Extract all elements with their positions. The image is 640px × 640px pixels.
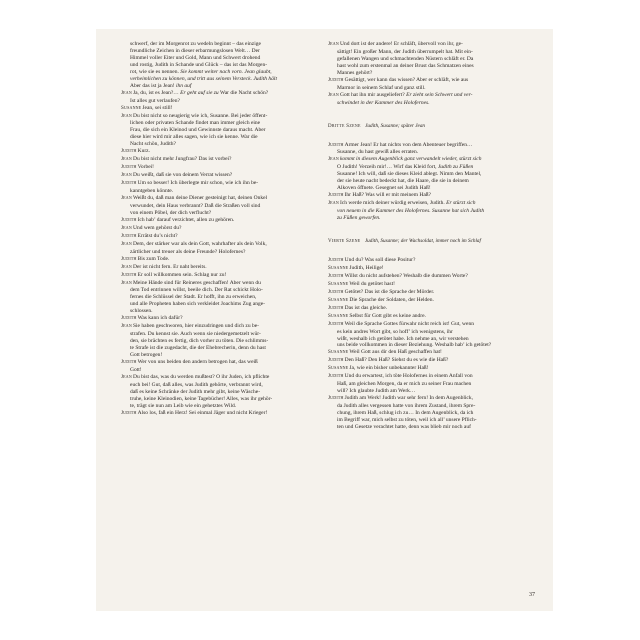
text-line: [328, 77, 528, 85]
text-line: [121, 105, 321, 113]
dialogue-text: Um so besser! Ich überlegte mir schon, wie ich ihn be-: [137, 180, 259, 187]
speaker-name: Judith: [328, 77, 344, 83]
dialogue-text: War die Nacht schön?: [219, 89, 269, 96]
dialogue-text: Was kann ich dafür?: [137, 315, 183, 322]
text-line: [328, 208, 528, 215]
dialogue-text: Himmel voller Eiter und Gold, Mann und Schwert drohend: [130, 54, 261, 61]
dialogue-text: Ich hab’ darauf verzichtet, allen zu gehören.: [137, 216, 235, 223]
speaker-name: Judith: [328, 289, 344, 295]
text-line: [121, 48, 321, 55]
text-line: [121, 41, 321, 48]
text-line: [328, 289, 528, 297]
dialogue-text: Ihr Haß? Was will er mit meinem Haß?: [344, 192, 431, 199]
dialogue-text: schwerf, der im Morgenrot zu wedeln beginnt – das einzige: [130, 41, 261, 47]
text-line: [121, 287, 321, 294]
text-line: [328, 417, 528, 424]
text-line: [121, 272, 321, 280]
dialogue-text: es kein andres Wort gibt, so hoff’ ich wenigstens, ihr: [337, 328, 453, 335]
text-line: [121, 113, 321, 121]
text-line: [121, 217, 321, 225]
text-line: [121, 403, 321, 410]
text-line: [121, 308, 321, 315]
dialogue-text: Dem, der stärker war als dein Gott, wahrhafter als dein Volk,: [132, 240, 267, 247]
dialogue-text: gefallenen Wangen und schmachtenden Nüstern schläft er. Da: [337, 55, 474, 62]
speaker-name: Judith: [121, 316, 137, 322]
speaker-name: Judith: [328, 257, 344, 263]
text-line: [328, 149, 528, 156]
speaker-name: Jean: [328, 42, 339, 47]
speaker-name: Jean: [121, 196, 132, 202]
dialogue-text: Bis zum Tode.: [137, 255, 170, 262]
dialogue-text: schlossen.: [130, 308, 153, 315]
speaker-name: Jean: [328, 201, 339, 207]
text-line: [328, 273, 528, 281]
text-line: [328, 63, 528, 70]
text-line: [121, 55, 321, 62]
text-line: [121, 331, 321, 338]
dialogue-text: Den Haß? Den Haß? Siehst du es wie die Haß?: [344, 357, 449, 364]
speaker-name: Judith: [121, 256, 137, 262]
scene-description: Judith, Susanne; später Jean: [365, 122, 426, 129]
scene-heading-third: [328, 123, 528, 131]
dialogue-text: te, trägt sie nun am Leib wie ein gehetztes Wild.: [130, 402, 237, 409]
dialogue-text: sättigt! Ein großer Mann, der Judith überrumpelt hat. Mit ein-: [337, 48, 473, 55]
text-line: [121, 127, 321, 134]
dialogue-text: da Judith alles vergessen hatte von ihrem Zustand, ihrem Spre-: [337, 403, 476, 410]
dialogue-text: Der ist nicht fern. Er naht bereits.: [132, 263, 207, 270]
text-line: [121, 389, 321, 396]
dialogue-text: Weil du getötet hast!: [349, 280, 395, 287]
text-line: [328, 365, 528, 373]
text-line: [121, 256, 321, 264]
text-line: [328, 185, 528, 192]
speaker-name: Judith: [121, 217, 137, 223]
dialogue-text: Mannes gehört?: [337, 69, 373, 76]
text-line: [121, 359, 321, 367]
speaker-name: Judith: [328, 142, 344, 148]
text-line: [328, 381, 528, 388]
text-line: [121, 164, 321, 172]
book-page: [96, 29, 553, 611]
speaker-name: Susanne: [328, 265, 349, 271]
speaker-name: Jean: [121, 374, 132, 380]
dialogue-text: Ich werde mich deiner würdig erweisen, Judith.: [339, 200, 445, 207]
dialogue-text: Ja, du, ist es Jean?…: [132, 89, 179, 96]
dialogue-text: Und du? Was soll diese Positur?: [344, 256, 416, 263]
speaker-name: Judith: [121, 233, 137, 239]
dialogue-text: daß es keine Schränke der Judith mehr gibt, keine Wäsche-: [130, 388, 261, 395]
dialogue-text: strafen. Du kennst sie. Auch wenn sie niedergemetzelt wür-: [130, 331, 261, 338]
speaker-name: Susanne: [328, 281, 349, 287]
scene-label: Dritte Szene: [328, 123, 361, 129]
dialogue-text: kanntgeben könnte.: [130, 188, 174, 195]
text-line: [121, 141, 321, 148]
text-line: [328, 257, 528, 265]
dialogue-text: Weil die Sprache Gottes fürwahr nicht reich ist! Gut, wenn: [344, 320, 474, 327]
text-line: [121, 345, 321, 352]
speaker-name: Judith: [328, 193, 344, 199]
text-line: [121, 264, 321, 272]
dialogue-text: Getötet? Das ist die Sprache der Mörder.: [344, 288, 435, 295]
text-line: [121, 90, 321, 98]
dialogue-text: Sie haben geschworen, hier einzudringen und dich zu be-: [132, 323, 259, 330]
dialogue-text: zärtlicher und treuer als deine Freunde? Holofernes?: [130, 248, 246, 255]
speaker-name: Judith: [328, 321, 344, 327]
speaker-name: Jean: [121, 90, 132, 96]
speaker-name: Jean: [121, 280, 132, 286]
dialogue-text: verwundet, dein Haus verbrannt? Daß die Straßen voll sind: [130, 202, 261, 209]
dialogue-text: diese hier wird mir alles sagen, wie ich sie kenne. War die: [130, 134, 258, 141]
scene-label: Vierte Szene: [328, 239, 361, 245]
dialogue-text: und alle Propheten haben sich verkleidet Joachims Zug ange-: [130, 301, 266, 308]
dialogue-text: Armer Jean! Er hat nichts von dem Abenteuer begriffen…: [344, 141, 473, 148]
dialogue-text: Ja, wie ein bisher unbekannter Haß!: [349, 365, 429, 372]
text-line: [121, 367, 321, 374]
text-line: [121, 76, 321, 83]
text-line: [121, 233, 321, 241]
speaker-name: Jean: [121, 113, 132, 119]
dialogue-text: Susanne! Ich will, daß sie dieses Kleid ablegt. Nimm den Mantel,: [337, 171, 482, 178]
speaker-name: Judith: [121, 272, 137, 278]
dialogue-text: rot, wie sie es nennen.: [130, 68, 179, 75]
speaker-name: Judith: [121, 181, 137, 187]
dialogue-text: O Judith! Verzeih mir!… Wirf das Kleid fort,: [337, 164, 437, 171]
dialogue-text: Gott hat ihn mir ausgeliefert?: [339, 91, 405, 98]
dialogue-text: Weißt du, daß man deine Diener gesteinigt hat, deinen Onkel: [132, 195, 268, 202]
text-line: [328, 200, 528, 208]
text-line: [121, 180, 321, 188]
dialogue-text: uns beide vollkommen in dieser Beziehung. Weshalb hab’ ich getötet?: [337, 342, 492, 349]
text-line: [328, 215, 528, 222]
dialogue-text: Kurz.: [137, 148, 150, 155]
stage-direction: Judith zu Füßen: [437, 164, 474, 171]
page-number: 37: [529, 592, 535, 598]
text-line: [121, 148, 321, 156]
dialogue-text: wißt, weshalb ich getötet habe. Ich nehme an, wir verstehen: [337, 335, 469, 342]
text-line: [121, 188, 321, 195]
text-line: [328, 281, 528, 289]
dialogue-text: Du weißt, daß sie von deinem Verrat wissen?: [132, 172, 233, 179]
text-line: [328, 100, 528, 107]
dialogue-text: Die Sprache der Soldaten, der Helden.: [349, 296, 434, 303]
dialogue-text: Selbst für Gott gibt es keine andre.: [349, 312, 426, 319]
text-line: [328, 424, 528, 431]
speaker-name: Judith: [121, 149, 137, 155]
text-line: [328, 342, 528, 349]
text-line: [121, 225, 321, 233]
dialogue-text: Jean, sei still!: [142, 104, 173, 111]
text-line: [121, 241, 321, 249]
scene-description: Judith, Susanne; der Wachsoldat, immer noch im Schlaf: [364, 238, 481, 245]
speaker-name: Judith: [328, 358, 344, 364]
text-line: [121, 294, 321, 301]
dialogue-text: Meine Hände sind für Reineres geschaffen! Aber wenn du: [132, 279, 261, 286]
stage-direction: schwindet in der Kammer des Holofernes.: [337, 99, 430, 106]
dialogue-text: Haß, am gleichen Morgen, da er mich zu seiner Frau machen: [337, 381, 472, 388]
dialogue-text: Und wem gehörst du?: [132, 224, 182, 231]
text-line: [328, 171, 528, 178]
dialogue-text: Judith am Werk! Judith war sehr fern! In dem Augenblick,: [344, 395, 473, 402]
speaker-name: Susanne: [328, 313, 349, 319]
text-line: [121, 315, 321, 323]
text-line: [121, 382, 321, 389]
speaker-name: Judith: [121, 165, 137, 171]
text-line: [121, 172, 321, 180]
text-line: [121, 134, 321, 141]
text-line: [328, 56, 528, 63]
dialogue-text: Nacht schön, Judith?: [130, 141, 176, 148]
dialogue-text: Gott betrogen!: [130, 352, 163, 359]
speaker-name: Susanne: [328, 366, 349, 372]
dialogue-text: euch bei! Gut, daß alles, was Judith gehörte, verbrannt wird,: [130, 381, 263, 388]
dialogue-text: von einem Pöbel, der dich verflucht?: [130, 209, 212, 216]
dialogue-text: Du bist nicht mehr Jungfrau? Das ist vorbei?: [132, 156, 232, 163]
speaker-name: Jean: [121, 225, 132, 231]
text-line: [121, 249, 321, 256]
text-line: [328, 156, 528, 164]
text-line: [121, 396, 321, 403]
dialogue-text: Und dort ist der andere! Er schläft, übervoll von ihr, ge-: [339, 41, 463, 47]
text-line: [121, 69, 321, 76]
text-line: [328, 357, 528, 365]
dialogue-text: Du bist nicht so neugierig wie ich, Susanne. Bei jeder öffent-: [132, 112, 268, 119]
left-column: [121, 41, 321, 418]
dialogue-text: Wer von uns beiden den andern betrogen hat, das weiß: [137, 358, 258, 365]
dialogue-text: Errätst du’s nicht?: [137, 232, 178, 239]
text-line: [121, 338, 321, 345]
text-line: [121, 203, 321, 210]
text-line: [121, 195, 321, 203]
dialogue-text: Ich glaubte Judith am Werk…: [349, 388, 416, 395]
text-line: [328, 178, 528, 185]
text-line: [121, 120, 321, 127]
text-line: [328, 192, 528, 200]
speaker-name: Jean: [121, 264, 132, 270]
dialogue-text: fernes die Schlüssel der Stadt. Er hofft, ihn zu erweichen,: [130, 294, 257, 301]
speaker-name: Judith: [328, 396, 344, 402]
speaker-name: Judith: [121, 359, 137, 365]
dialogue-text: hast wohl zum erstenmal an deiner Brust das Schmatzen eines: [337, 62, 474, 69]
stage-direction: Er zieht sein Schwert und ver-: [406, 91, 473, 98]
text-line: [328, 92, 528, 100]
dialogue-text: Judith, Heilige!: [349, 264, 384, 271]
text-line: [328, 85, 528, 92]
dialogue-text: Willst du nicht aufstehen? Weshalb die dummen Worte?: [344, 272, 468, 279]
dialogue-text: ten und Gesetze verachtet hatte, denn was blieb mir noch auf: [337, 423, 471, 430]
dialogue-text: dem Tod entrinnen willst, beeile dich. Der Rat schickt Holo-: [130, 287, 263, 294]
dialogue-text: Gott!: [130, 366, 142, 373]
text-line: [121, 323, 321, 331]
dialogue-text: den, sie brächten es fertig, dich vorher zu töten. Die schlimms-: [130, 338, 269, 345]
dialogue-text: Das ist das gleiche.: [344, 304, 388, 311]
dialogue-text: Du bist das, was du werden mußtest? O ihr Juden, ich pflichte: [132, 373, 270, 380]
dialogue-text: Ist alles gut verlaufen?: [130, 97, 180, 104]
dialogue-text: truhe, keine Kleinodien, keine Tagebücher! Alles, was ihr gehör-: [130, 395, 273, 402]
dialogue-text: Aber das ist ja Jean!: [130, 82, 175, 89]
dialogue-text: lichen oder privaten Schande findet man immer gleich eine: [130, 120, 261, 127]
text-line: [328, 265, 528, 273]
speaker-name: Judith: [328, 305, 344, 311]
text-line: [328, 297, 528, 305]
dialogue-text: der sie heute nacht bedeckt hat, die Haare, die sie in deinem: [337, 178, 469, 185]
dialogue-text: Alkoven öffnete. Gesegnet sei Judith Haß!: [337, 185, 431, 192]
dialogue-text: Also los, faß ein Herz! Sei einmal Jäger und nicht Krieger!: [137, 409, 268, 416]
speaker-name: Judith: [328, 273, 344, 279]
speaker-name: Susanne: [328, 350, 349, 356]
dialogue-text: Und du erwartest, ich töte Holofernes in einem Anfall von: [344, 373, 473, 380]
stage-direction: verheimlichen zu können, und tritt aus seinem Versteck. Judith hält: [130, 75, 277, 82]
text-line: [121, 280, 321, 288]
scene-heading-fourth: [328, 238, 528, 246]
stage-direction: Er geht auf sie zu: [180, 89, 219, 96]
dialogue-text: will?: [337, 388, 348, 395]
stage-direction: Er stürzt sich: [446, 200, 476, 207]
text-line: [121, 62, 321, 69]
text-line: [121, 301, 321, 308]
speaker-name: Jean: [121, 157, 132, 163]
text-line: [328, 336, 528, 343]
stage-direction: Sie kommt weiter nach vorn. Jean glaubt,: [180, 68, 272, 75]
text-line: [328, 164, 528, 171]
text-line: [328, 321, 528, 329]
text-line: [121, 98, 321, 105]
speaker-name: Jean: [121, 173, 132, 179]
text-line: [328, 403, 528, 410]
text-line: [328, 349, 528, 357]
stage-direction: zu Füßen geworfen.: [337, 215, 381, 222]
text-line: [328, 329, 528, 336]
text-line: [121, 374, 321, 382]
text-line: [328, 142, 528, 150]
text-line: [328, 373, 528, 381]
dialogue-text: Frau, die sich ein Kleinod und Gewinnste daraus macht. Aber: [130, 127, 266, 134]
text-line: [328, 410, 528, 417]
speaker-name: Jean: [328, 157, 339, 163]
stage-direction: von neuem in die Kammer des Holofernes. Susanne hat sich Judith: [337, 208, 485, 215]
stage-direction: ihn auf: [175, 82, 192, 89]
speaker-name: Jean: [121, 324, 132, 330]
speaker-name: Jean: [328, 92, 339, 98]
dialogue-text: te Strafe ist die zugedacht, die der Ehebrecherin, denn du hast: [130, 345, 266, 352]
dialogue-text: Vorbei!: [137, 164, 154, 171]
text-line: [328, 395, 528, 403]
dialogue-text: chung, ihrem Haß, schlug ich zu… In dem Augenblick, da ich: [337, 410, 474, 417]
dialogue-text: freundliche Zeichen in dieser erbarmungslosen Welt… Der: [130, 47, 260, 54]
dialogue-text: und rostig, Judith in Schande und Glück – das ist das Morgen-: [130, 61, 268, 68]
text-line: [121, 410, 321, 418]
dialogue-text: Weil Gott aus dir den Haß geschaffen hat!: [349, 349, 442, 356]
dialogue-text: im Begriff war, mich selbst zu töten, weil ich all’ unsere Pflich-: [337, 416, 477, 423]
text-line: [328, 313, 528, 321]
dialogue-text: Gesättigt, wer kann das wissen? Aber er schläft, wie aus: [344, 76, 469, 83]
speaker-name: Judith: [328, 374, 344, 380]
text-line: [121, 210, 321, 217]
text-line: [328, 49, 528, 56]
right-column: [328, 41, 528, 431]
dialogue-text: Susanne, du hast gewiß alles erraten.: [337, 149, 419, 156]
stage-direction: kommt in diesem Augenblick ganz verwandelt wieder, stürzt sich: [339, 156, 482, 163]
speaker-name: Susanne: [121, 105, 142, 111]
text-line: [328, 70, 528, 77]
text-line: [121, 156, 321, 164]
text-line: [121, 83, 321, 90]
speaker-name: Jean: [121, 241, 132, 247]
text-line: [328, 388, 528, 395]
dialogue-text: Er soll willkommen sein. Schlag nur zu!: [137, 271, 227, 278]
speaker-name: Judith: [121, 410, 137, 416]
speaker-name: Susanne: [328, 297, 349, 303]
dialogue-text: Marmor in seinem Schlaf und ganz still.: [337, 84, 426, 91]
text-line: [328, 41, 528, 49]
text-line: [328, 305, 528, 313]
text-line: [121, 352, 321, 359]
